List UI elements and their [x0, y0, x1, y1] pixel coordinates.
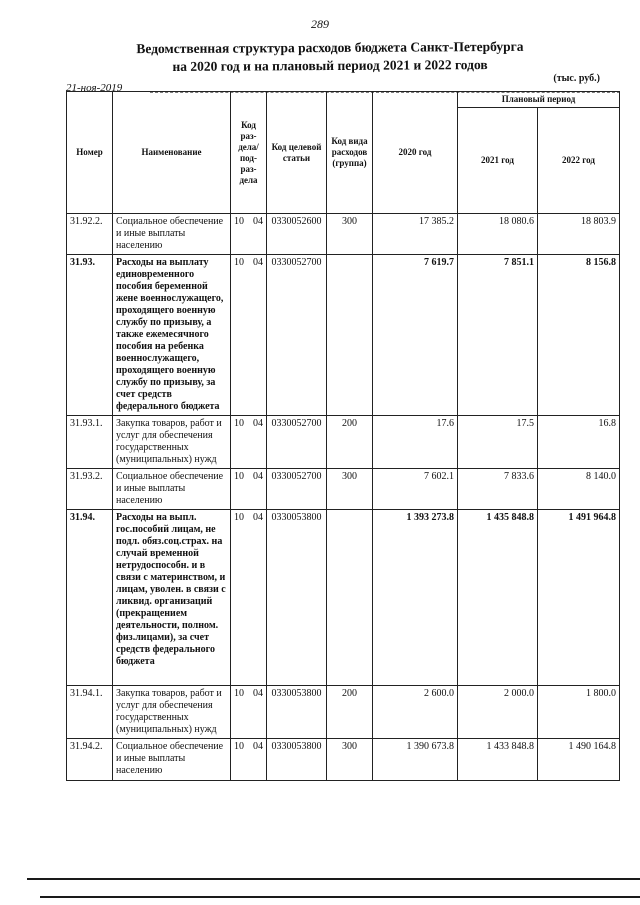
row-name: Социальное обеспечение и иные выплаты населению [113, 214, 231, 255]
document-title [60, 37, 600, 76]
row-amount-2020: 7 619.7 [373, 255, 458, 416]
row-expense-type: 200 [327, 686, 373, 739]
row-target-code: 0330052700 [267, 416, 327, 469]
row-amount-2020: 1 393 273.8 [373, 510, 458, 686]
section-code-pair [234, 216, 263, 228]
section-code: 10 [234, 688, 244, 699]
row-expense-type: 300 [327, 469, 373, 510]
row-amount-2021: 7 833.6 [458, 469, 538, 510]
scan-edge-line [27, 878, 640, 880]
row-amount-2021: 7 851.1 [458, 255, 538, 416]
row-target-code: 0330053800 [267, 739, 327, 781]
row-amount-2022: 16.8 [538, 416, 620, 469]
row-section-code [231, 686, 267, 739]
table-body [67, 214, 620, 781]
row-amount-2021: 1 435 848.8 [458, 510, 538, 686]
scan-edge-line [40, 896, 640, 898]
row-amount-2020: 17 385.2 [373, 214, 458, 255]
units-label: (тыс. руб.) [553, 73, 600, 84]
row-amount-2020: 1 390 673.8 [373, 739, 458, 781]
row-expense-type [327, 510, 373, 686]
row-amount-2022: 8 140.0 [538, 469, 620, 510]
title-line-1: Ведомственная структура расходов бюджета Санкт-Петербурга [136, 38, 524, 57]
header-number: Номер [67, 92, 113, 214]
budget-table [66, 91, 620, 781]
row-number: 31.93. [67, 255, 113, 416]
subsection-code: 04 [253, 418, 263, 429]
document-date: 21-ноя-2019 [66, 82, 123, 94]
row-amount-2020: 17.6 [373, 416, 458, 469]
table-row [67, 416, 620, 469]
row-amount-2021: 1 433 848.8 [458, 739, 538, 781]
row-target-code: 0330052700 [267, 469, 327, 510]
row-number: 31.94.1. [67, 686, 113, 739]
row-section-code [231, 739, 267, 781]
row-name: Расходы на выпл. гос.пособий лицам, не подл. обяз.соц.страх. на случай временной нетрудоспособн. и в связи с материнством, и лицам, уволен. в связи с ликвид. организаций (прекращением деятельности, полном. физ.лицами), за счет средств федерального бюджета [113, 510, 231, 686]
header-row-1 [67, 92, 620, 108]
row-section-code [231, 469, 267, 510]
subsection-code: 04 [253, 512, 263, 523]
row-target-code: 0330052600 [267, 214, 327, 255]
row-amount-2022: 1 800.0 [538, 686, 620, 739]
row-number: 31.92.2. [67, 214, 113, 255]
row-name: Социальное обеспечение и иные выплаты населению [113, 469, 231, 510]
section-code-pair [234, 418, 263, 430]
header-section-code: Код раз- дела/ под- раз- дела [231, 92, 267, 214]
section-code: 10 [234, 257, 244, 268]
row-target-code: 0330052700 [267, 255, 327, 416]
header-year-2021: 2021 год [458, 108, 538, 214]
row-number: 31.94.2. [67, 739, 113, 781]
row-amount-2022: 1 490 164.8 [538, 739, 620, 781]
row-amount-2020: 7 602.1 [373, 469, 458, 510]
header-name: Наименование [113, 92, 231, 214]
section-code: 10 [234, 512, 244, 523]
row-amount-2021: 17.5 [458, 416, 538, 469]
header-target-code: Код целевой статьи [267, 92, 327, 214]
section-code: 10 [234, 741, 244, 752]
subsection-code: 04 [253, 688, 263, 699]
table-row [67, 686, 620, 739]
row-name: Закупка товаров, работ и услуг для обеспечения государственных (муниципальных) нужд [113, 416, 231, 469]
row-expense-type: 300 [327, 739, 373, 781]
table-header [67, 92, 620, 214]
header-year-2020: 2020 год [373, 92, 458, 214]
row-expense-type [327, 255, 373, 416]
header-planned-period: Плановый период [458, 92, 620, 108]
row-amount-2022: 1 491 964.8 [538, 510, 620, 686]
row-number: 31.94. [67, 510, 113, 686]
subsection-code: 04 [253, 471, 263, 482]
row-amount-2021: 2 000.0 [458, 686, 538, 739]
header-expense-type-code: Код вида расходов (группа) [327, 92, 373, 214]
title-line-2: на 2020 год и на плановый период 2021 и 2022 годов [172, 57, 488, 74]
row-amount-2022: 8 156.8 [538, 255, 620, 416]
section-code-pair [234, 471, 263, 483]
row-number: 31.93.2. [67, 469, 113, 510]
row-section-code [231, 255, 267, 416]
section-code-pair [234, 512, 263, 524]
row-expense-type: 300 [327, 214, 373, 255]
row-target-code: 0330053800 [267, 686, 327, 739]
row-name: Закупка товаров, работ и услуг для обеспечения государственных (муниципальных) нужд [113, 686, 231, 739]
row-section-code [231, 510, 267, 686]
table-row [67, 255, 620, 416]
row-name: Социальное обеспечение и иные выплаты населению [113, 739, 231, 781]
row-expense-type: 200 [327, 416, 373, 469]
row-amount-2022: 18 803.9 [538, 214, 620, 255]
row-amount-2021: 18 080.6 [458, 214, 538, 255]
section-code: 10 [234, 471, 244, 482]
row-target-code: 0330053800 [267, 510, 327, 686]
row-section-code [231, 214, 267, 255]
section-code-pair [234, 257, 263, 269]
section-code-pair [234, 688, 263, 700]
table-row [67, 739, 620, 781]
subsection-code: 04 [253, 257, 263, 268]
row-amount-2020: 2 600.0 [373, 686, 458, 739]
row-number: 31.93.1. [67, 416, 113, 469]
section-code: 10 [234, 216, 244, 227]
page-number: 289 [311, 17, 329, 31]
table-row [67, 510, 620, 686]
subsection-code: 04 [253, 216, 263, 227]
table-row [67, 214, 620, 255]
row-name: Расходы на выплату единовременного пособия беременной жене военнослужащего, проходящего военную службу по призыву, а также ежемесячного пособия на ребенка военнослужащего, проходящего военную службу по призыву, за счет средств федерального бюджета [113, 255, 231, 416]
section-code-pair [234, 741, 263, 753]
header-year-2022: 2022 год [538, 108, 620, 214]
table-row [67, 469, 620, 510]
section-code: 10 [234, 418, 244, 429]
subsection-code: 04 [253, 741, 263, 752]
row-section-code [231, 416, 267, 469]
